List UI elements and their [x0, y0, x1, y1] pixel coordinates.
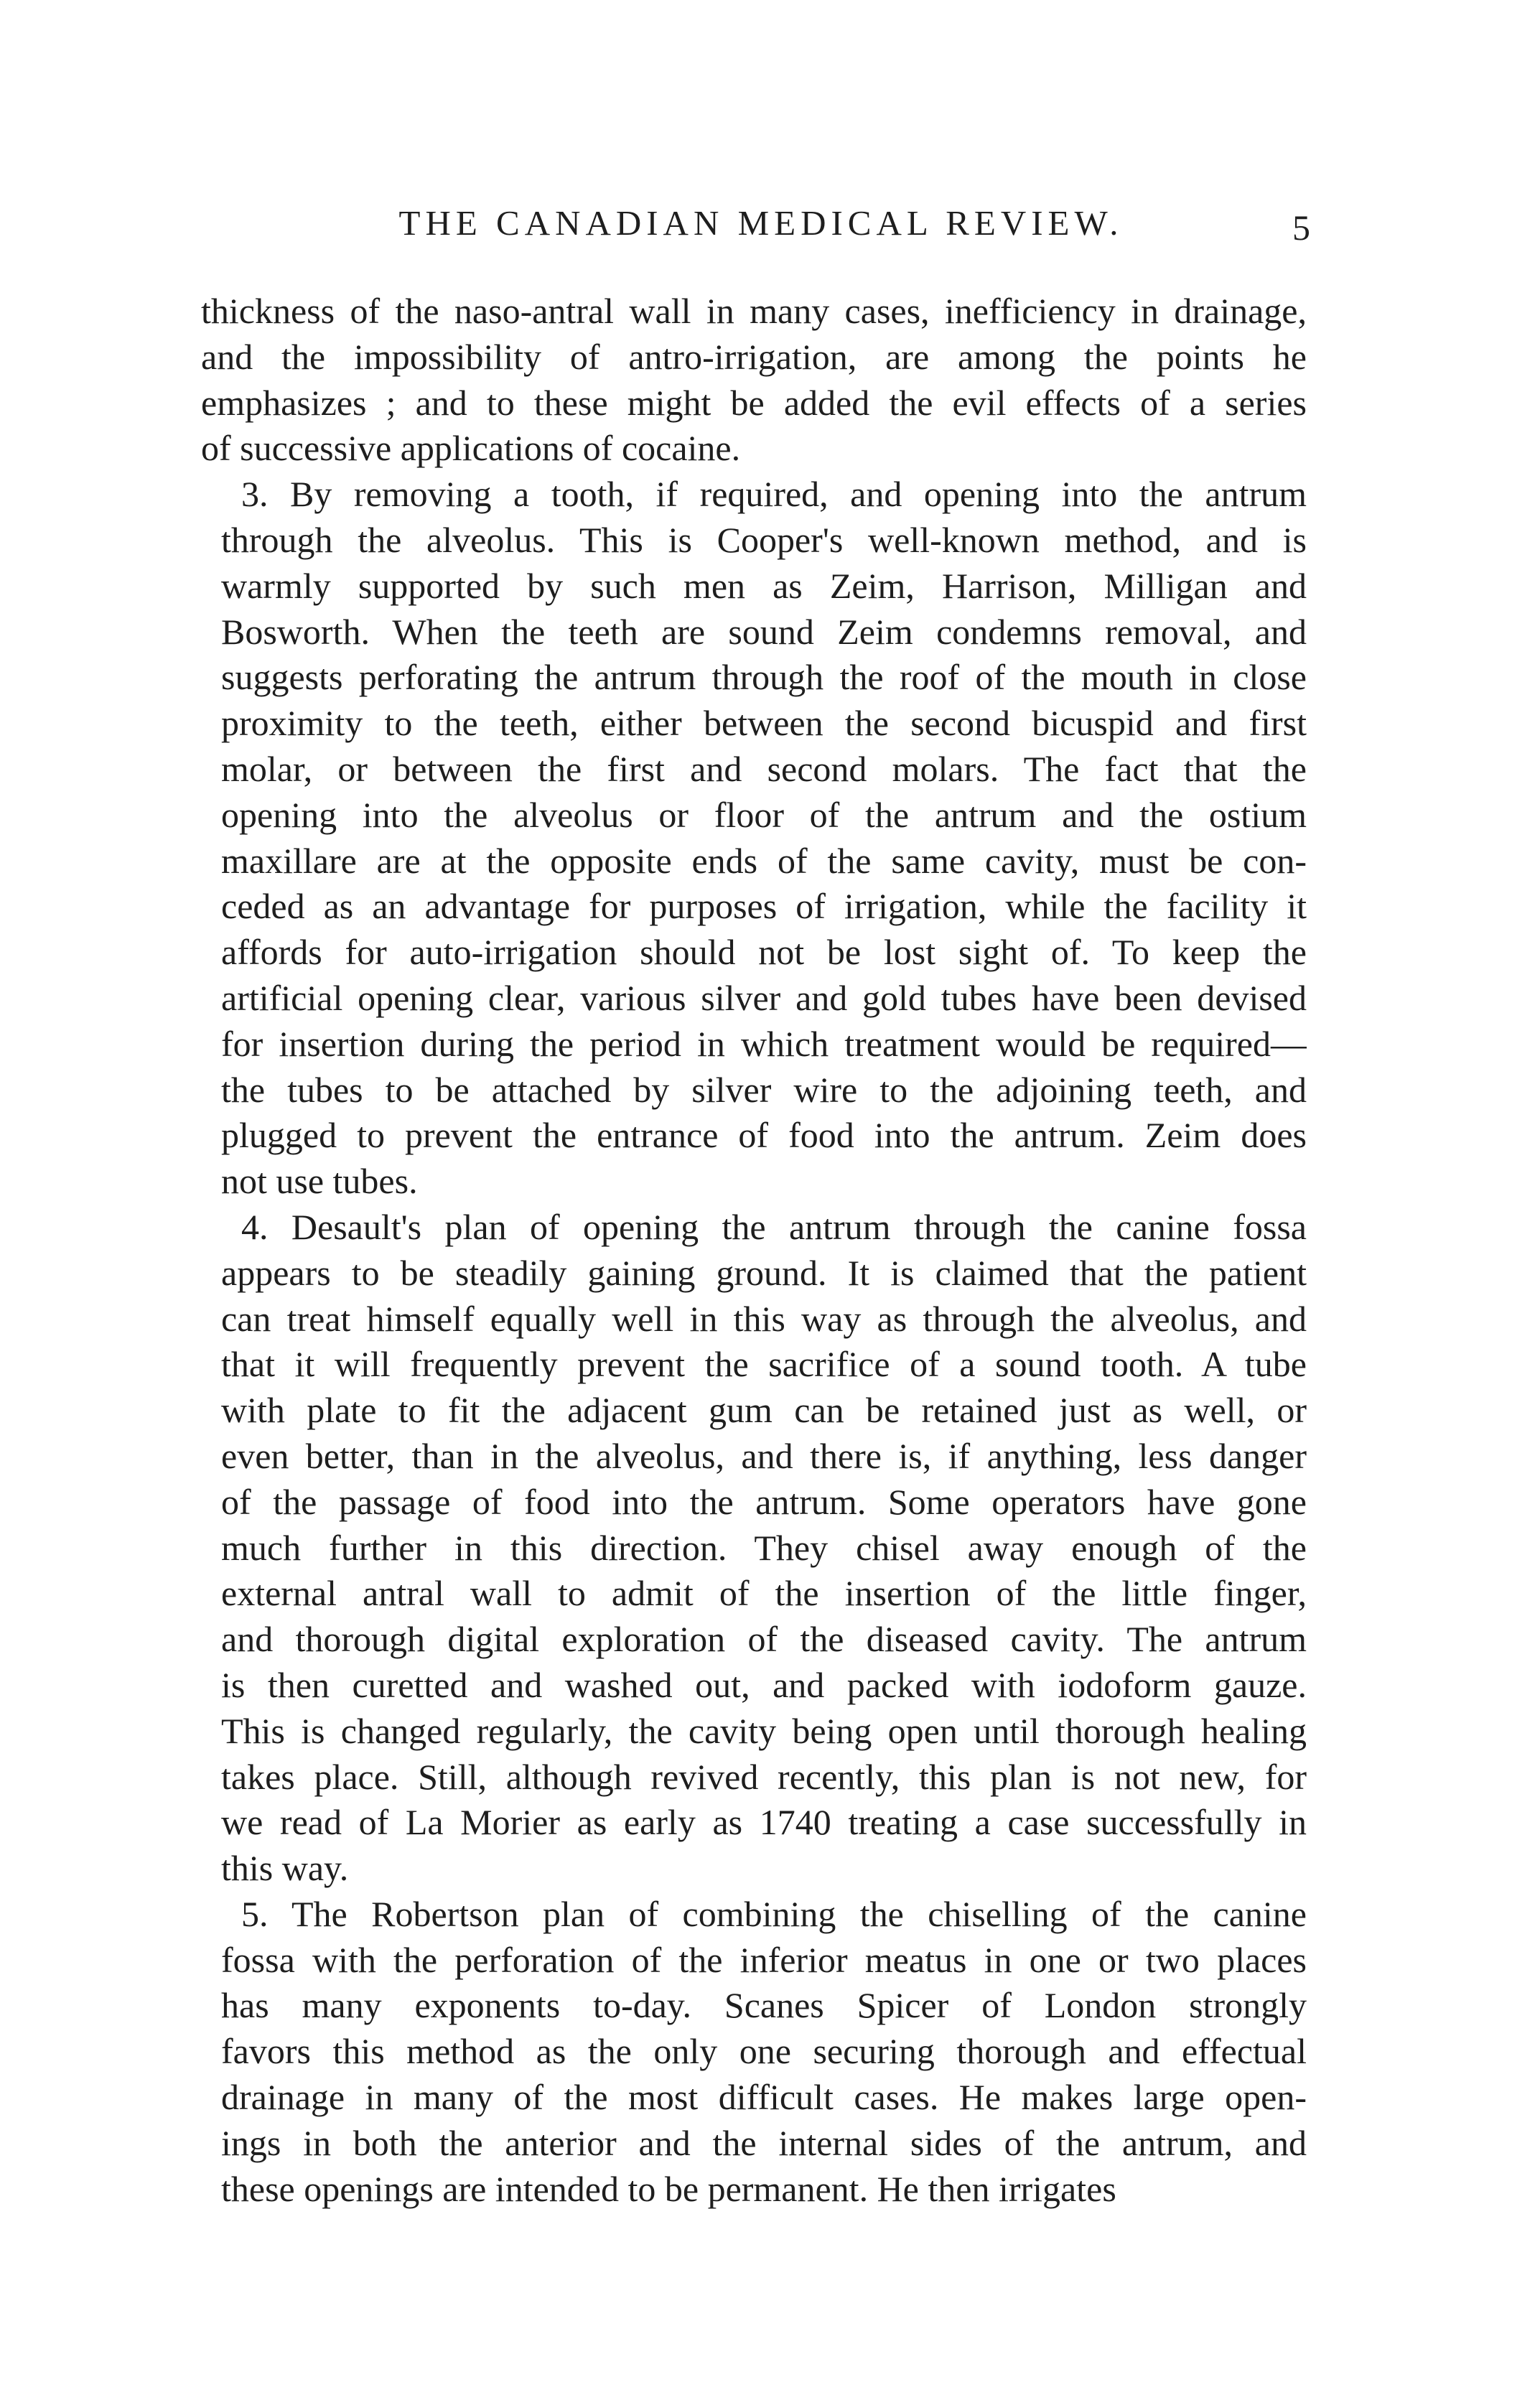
text-line: thickness of the naso-antral wall in many cases, inefficiency in drainage, [201, 291, 1307, 331]
text-line: proximity to the teeth, either between the second bicuspid and first [221, 703, 1307, 744]
text-line: appears to be steadily gaining ground. It is claimed that the patient [221, 1252, 1307, 1293]
text-line: suggests perforating the antrum through the roof of the mouth in close [221, 657, 1307, 698]
text-line: much further in this direction. They chisel away enough of the [221, 1527, 1307, 1568]
text-line: of the passage of food into the antrum. Some operators have gone [221, 1481, 1307, 1522]
running-header [0, 202, 1540, 253]
text-line: ceded as an advantage for purposes of irrigation, while the facility it [221, 886, 1307, 927]
text-line: takes place. Still, although revived recently, this plan is not new, for [221, 1756, 1307, 1797]
text-line: artificial opening clear, various silver and gold tubes have been devised [221, 977, 1307, 1018]
text-line: 3. By removing a tooth, if required, and opening into the antrum [241, 474, 1307, 515]
text-line: plugged to prevent the entrance of food into the antrum. Zeim does [221, 1115, 1307, 1156]
text-line: even better, than in the alveolus, and there is, if anything, less danger [221, 1435, 1307, 1476]
text-line: these openings are intended to be permanent. He then irrigates [221, 2168, 1116, 2209]
text-line: through the alveolus. This is Cooper's well-known method, and is [221, 519, 1307, 560]
page-number: 5 [1292, 207, 1310, 248]
text-line: 5. The Robertson plan of combining the chiselling of the canine [241, 1893, 1307, 1934]
paragraph [201, 1205, 1307, 1892]
paragraph [201, 472, 1307, 1205]
text-line: and thorough digital exploration of the diseased cavity. The antrum [221, 1619, 1307, 1660]
text-line: fossa with the perforation of the inferior meatus in one or two places [221, 1939, 1307, 1980]
journal-title: THE CANADIAN MEDICAL REVIEW. [398, 203, 1124, 243]
text-line: the tubes to be attached by silver wire to the adjoining teeth, and [221, 1069, 1307, 1110]
text-line: Bosworth. When the teeth are sound Zeim condemns removal, and [221, 611, 1307, 652]
text-line: can treat himself equally well in this way as through the alveolus, and [221, 1298, 1307, 1339]
text-line: drainage in many of the most difficult cases. He makes large open- [221, 2077, 1307, 2118]
text-line: favors this method as the only one securing thorough and effectual [221, 2031, 1307, 2072]
text-line: that it will frequently prevent the sacrifice of a sound tooth. A tube [221, 1344, 1307, 1385]
text-line: we read of La Morier as early as 1740 treating a case successfully in [221, 1802, 1307, 1843]
text-line: for insertion during the period in which treatment would be required— [221, 1023, 1307, 1064]
text-line: is then curetted and washed out, and packed with iodoform gauze. [221, 1664, 1307, 1705]
text-line: This is changed regularly, the cavity being open until thorough healing [221, 1710, 1307, 1751]
text-line: not use tubes. [221, 1161, 418, 1202]
text-line: ings in both the anterior and the internal sides of the antrum, and [221, 2122, 1307, 2163]
text-line: opening into the alveolus or floor of the antrum and the ostium [221, 794, 1307, 835]
text-line: warmly supported by such men as Zeim, Harrison, Milligan and [221, 565, 1307, 606]
body-text [201, 289, 1307, 2212]
text-line: emphasizes ; and to these might be added the evil effects of a series [201, 382, 1307, 423]
text-line: has many exponents to-day. Scanes Spicer of London strongly [221, 1985, 1307, 2026]
paragraph [201, 1892, 1307, 2213]
text-line: external antral wall to admit of the insertion of the little finger, [221, 1573, 1307, 1614]
text-line: with plate to fit the adjacent gum can be retained just as well, or [221, 1390, 1307, 1431]
text-line: of successive applications of cocaine. [201, 428, 741, 469]
paragraph [201, 289, 1307, 472]
text-line: 4. Desault's plan of opening the antrum through the canine fossa [241, 1206, 1307, 1247]
text-line: maxillare are at the opposite ends of the same cavity, must be con- [221, 840, 1307, 881]
text-line: and the impossibility of antro-irrigation, are among the points he [201, 336, 1307, 377]
text-line: affords for auto-irrigation should not be lost sight of. To keep the [221, 932, 1307, 973]
text-line: molar, or between the first and second molars. The fact that the [221, 748, 1307, 789]
text-line: this way. [221, 1848, 349, 1889]
